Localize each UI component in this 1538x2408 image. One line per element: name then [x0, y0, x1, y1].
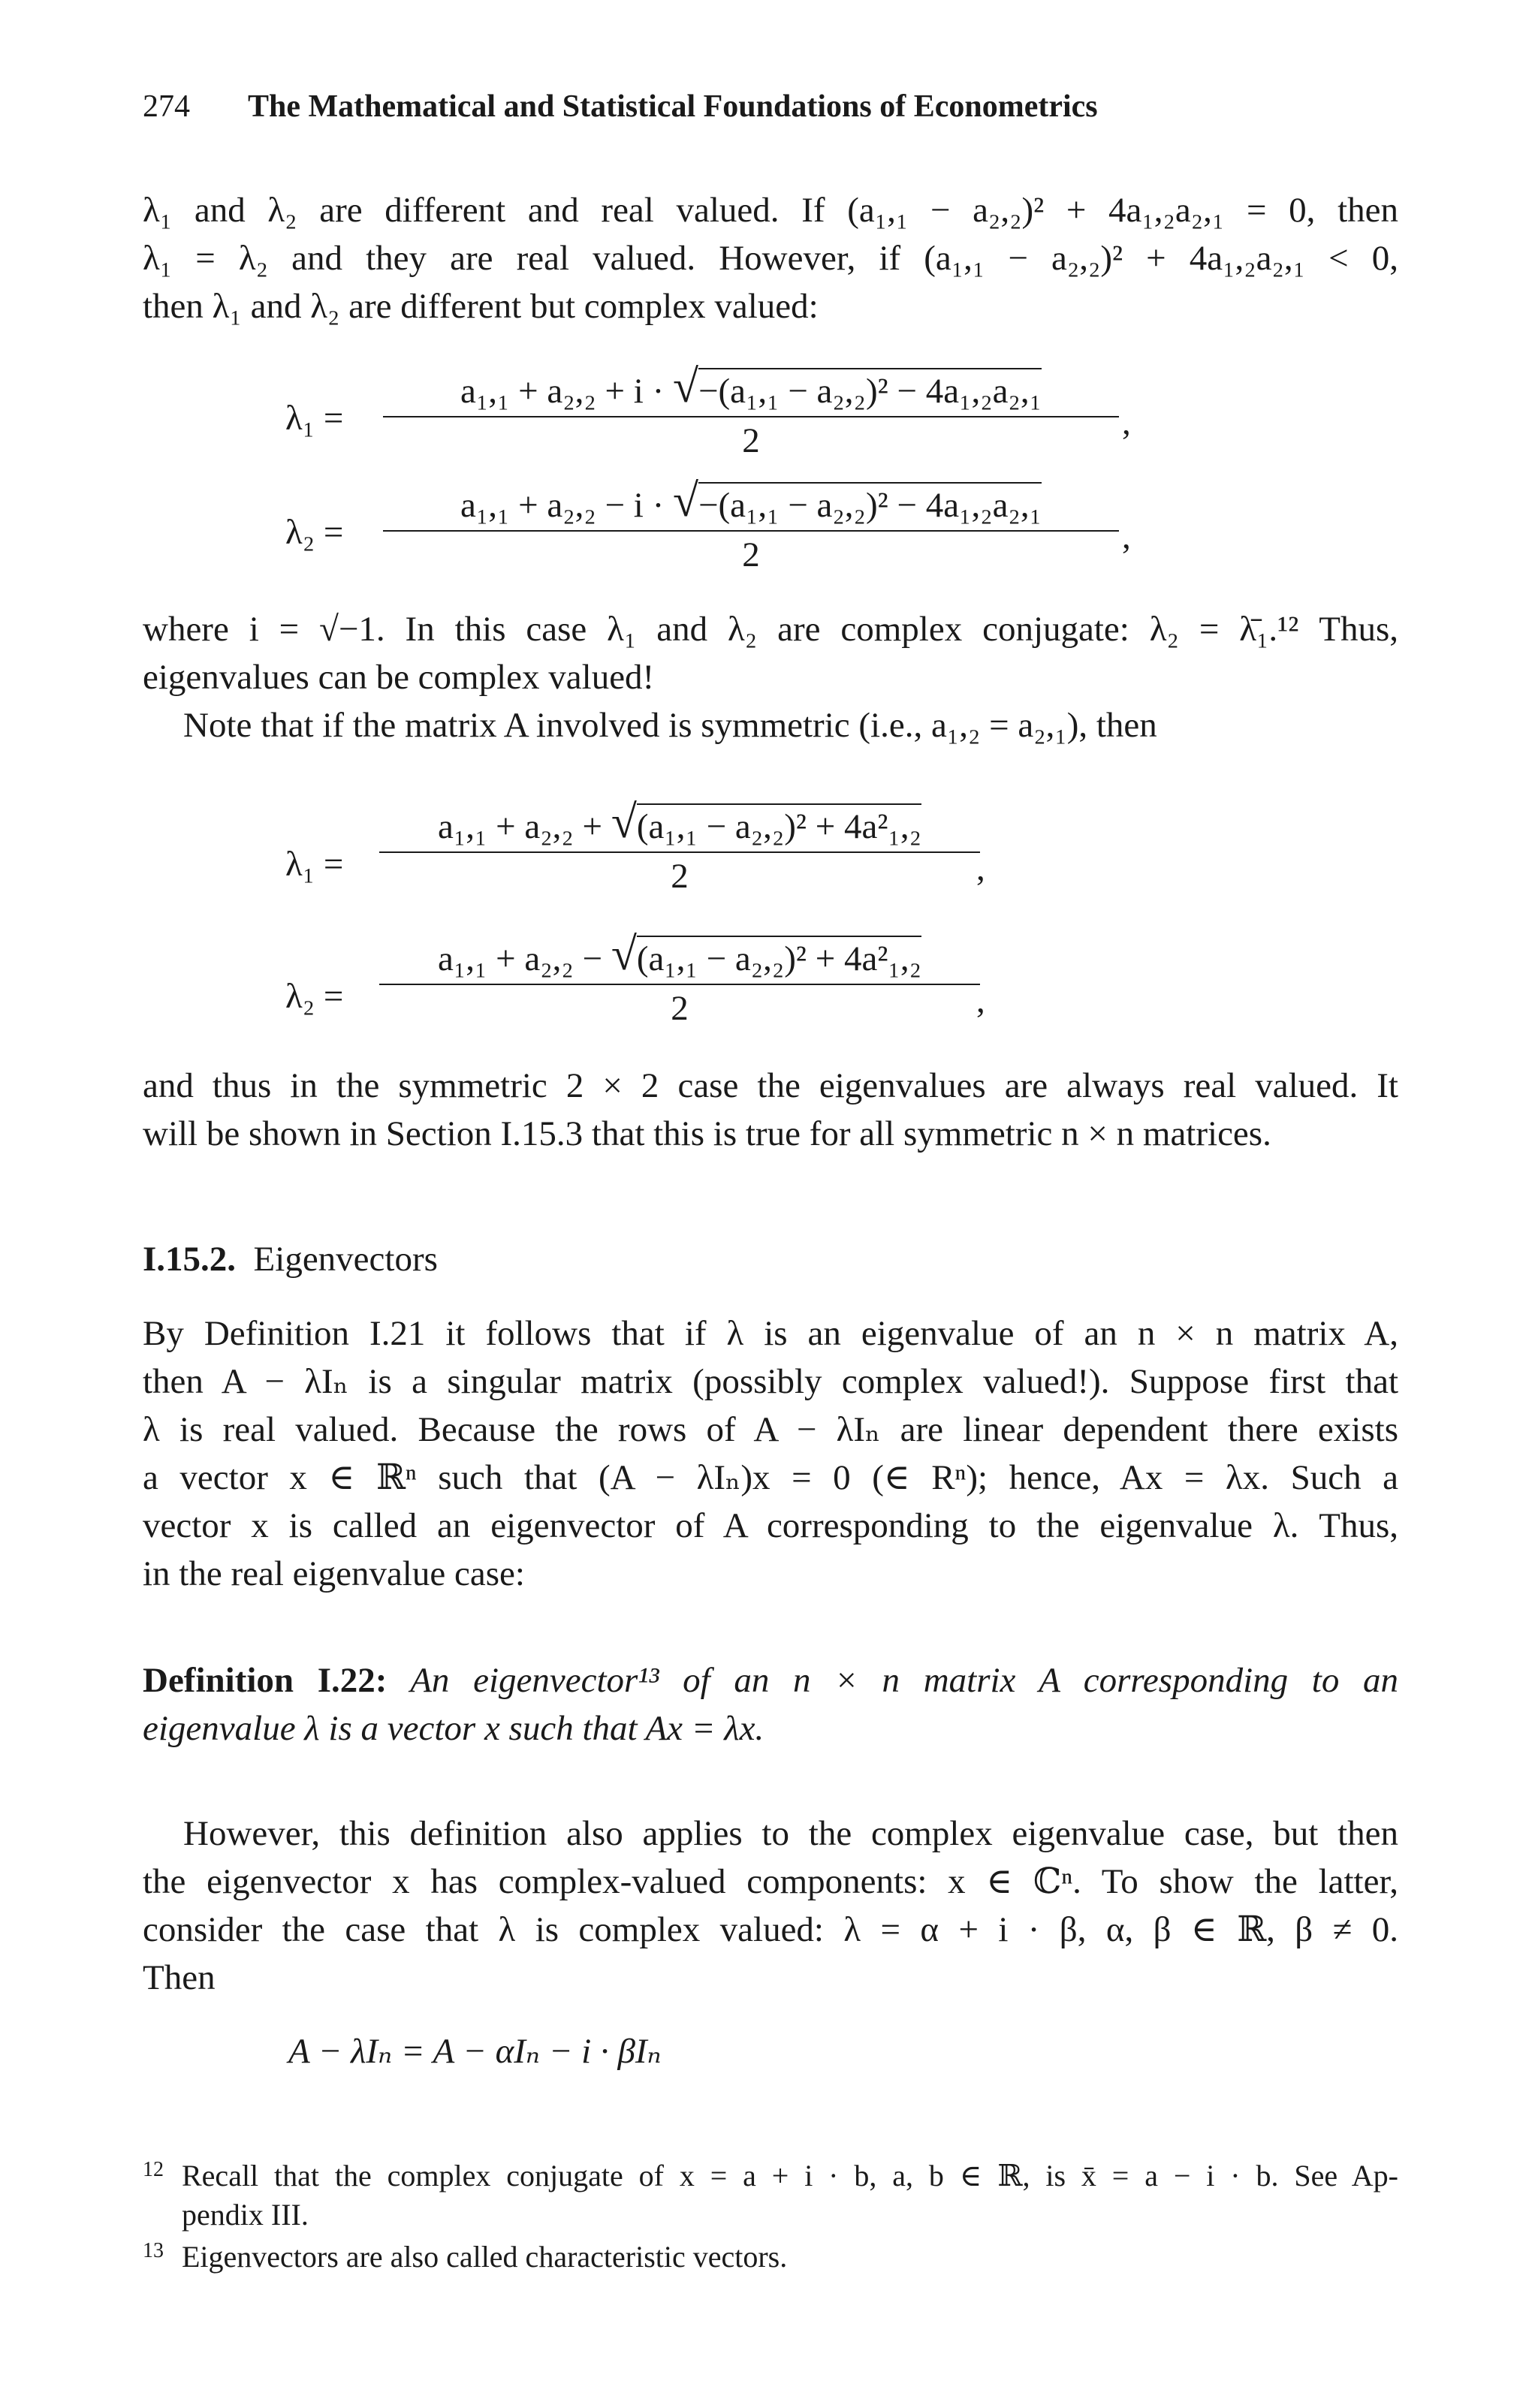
definition-block	[143, 1656, 1398, 1753]
footnote-12	[143, 2156, 1398, 2235]
radical-sign-icon: √	[611, 929, 637, 980]
text-line: the eigenvector x has complex-valued components: x ∈ ℂⁿ. To show the latter,	[143, 1862, 1398, 1901]
fraction-numerator	[383, 361, 1119, 412]
paragraph-complex-conjugate	[143, 605, 1398, 749]
square-root	[611, 797, 921, 848]
equation-comma: ,	[1122, 403, 1131, 442]
definition-line	[143, 1656, 1398, 1704]
fraction-denominator: 2	[742, 535, 760, 574]
text-line: λ₁ = λ₂ and they are real valued. However, if (a₁,₁ − a₂,₂)² + 4a₁,₂a₂,₁ < 0,	[143, 239, 1398, 278]
text-line: where i = √−1. In this case λ₁ and λ₂ are complex conjugate: λ₂ = λ̄₁.¹² Thus,	[143, 610, 1398, 649]
numerator-prefix: a₁,₁ + a₂,₂ + i ·	[460, 372, 665, 411]
fraction-lambda1	[379, 797, 980, 897]
text-line: in the real eigenvalue case:	[143, 1554, 525, 1593]
footnote-text	[182, 2156, 1398, 2235]
fraction-bar	[379, 851, 980, 853]
footnote-mark: 13	[143, 2239, 164, 2262]
footnote-mark: 12	[143, 2158, 164, 2181]
paragraph-eigenvalue-cases	[143, 186, 1398, 330]
radicand: (a₁,₁ − a₂,₂)² + 4a²₁,₂	[637, 936, 921, 979]
radicand: −(a₁,₁ − a₂,₂)² − 4a₁,₂a₂,₁	[698, 368, 1042, 411]
footnote-line: pendix III.	[182, 2198, 309, 2232]
footnote-line: Recall that the complex conjugate of x = a + i · b, a, b ∈ ℝ, is x̄ = a − i · b. See Ap-	[182, 2159, 1398, 2193]
footnote-line: Eigenvectors are also called characteristic vectors.	[182, 2240, 788, 2274]
fraction-lambda1	[383, 361, 1119, 461]
section-heading	[143, 1239, 438, 1279]
section-title: Eigenvectors	[253, 1240, 438, 1279]
text-line: λ₁ and λ₂ are different and real valued. If (a₁,₁ − a₂,₂)² + 4a₁,₂a₂,₁ = 0, then	[143, 191, 1398, 230]
text-line: eigenvalues can be complex valued!	[143, 658, 655, 697]
definition-label: Definition I.22:	[143, 1661, 388, 1700]
fraction-numerator	[379, 797, 980, 848]
fraction-denominator: 2	[742, 421, 760, 460]
square-root	[673, 361, 1042, 412]
running-title: The Mathematical and Statistical Foundations of Econometrics	[248, 89, 1098, 124]
text-line: Then	[143, 1958, 216, 1997]
numerator-prefix: a₁,₁ + a₂,₂ −	[438, 939, 603, 978]
equation-comma: ,	[976, 981, 985, 1020]
equation-comma: ,	[976, 849, 985, 888]
equation-lhs-lambda2: λ₂ =	[285, 513, 344, 552]
fraction-denominator: 2	[671, 989, 689, 1028]
footnote-13	[143, 2238, 1398, 2277]
radicand: (a₁,₁ − a₂,₂)² + 4a²₁,₂	[637, 803, 921, 847]
fraction-lambda2	[379, 929, 980, 1029]
paragraph-eigenvector-intro	[143, 1309, 1398, 1598]
equation-lhs-lambda2: λ₂ =	[285, 977, 344, 1016]
definition-text: An eigenvector¹³ of an n × n matrix A corresponding to an	[410, 1661, 1398, 1700]
text-line: and thus in the symmetric 2 × 2 case the eigenvalues are always real valued. It	[143, 1066, 1398, 1105]
text-line: will be shown in Section I.15.3 that this is true for all symmetric n × n matrices.	[143, 1114, 1271, 1153]
definition-line: eigenvalue λ is a vector x such that Ax = λx.	[143, 1709, 764, 1748]
running-header	[143, 89, 1098, 125]
fraction-numerator	[379, 929, 980, 980]
radicand: −(a₁,₁ − a₂,₂)² − 4a₁,₂a₂,₁	[698, 482, 1042, 526]
equation-lhs-lambda1: λ₁ =	[285, 399, 344, 438]
footnote-text	[182, 2238, 1398, 2277]
text-line: a vector x ∈ ℝⁿ such that (A − λIₙ)x = 0 (∈ Rⁿ); hence, Ax = λx. Such a	[143, 1458, 1398, 1497]
square-root	[611, 929, 921, 980]
equation-comma: ,	[1122, 517, 1131, 556]
fraction-bar	[383, 416, 1119, 417]
paragraph-symmetric-real	[143, 1062, 1398, 1158]
radical-sign-icon: √	[673, 475, 699, 526]
text-line: consider the case that λ is complex valued: λ = α + i · β, α, β ∈ ℝ, β ≠ 0.	[143, 1910, 1398, 1949]
fraction-denominator: 2	[671, 857, 689, 896]
text-line: then A − λIₙ is a singular matrix (possibly complex valued!). Suppose first that	[143, 1362, 1398, 1401]
radical-sign-icon: √	[611, 797, 637, 848]
numerator-prefix: a₁,₁ + a₂,₂ +	[438, 807, 603, 846]
square-root	[673, 475, 1042, 526]
numerator-prefix: a₁,₁ + a₂,₂ − i ·	[460, 486, 665, 525]
fraction-lambda2	[383, 475, 1119, 575]
radical-sign-icon: √	[673, 361, 699, 412]
equation-lhs-lambda1: λ₁ =	[285, 845, 344, 884]
text-line: By Definition I.21 it follows that if λ is an eigenvalue of an n × n matrix A,	[143, 1314, 1398, 1353]
page-number: 274	[143, 89, 190, 124]
paragraph-complex-eigenvector	[143, 1810, 1398, 2002]
fraction-bar	[383, 530, 1119, 532]
section-number: I.15.2.	[143, 1240, 237, 1279]
text-line: vector x is called an eigenvector of A corresponding to the eigenvalue λ. Thus,	[143, 1506, 1398, 1545]
text-line: then λ₁ and λ₂ are different but complex valued:	[143, 287, 819, 326]
text-line: However, this definition also applies to the complex eigenvalue case, but then	[183, 1814, 1398, 1853]
text-line: Note that if the matrix A involved is symmetric (i.e., a₁,₂ = a₂,₁), then	[183, 706, 1157, 745]
fraction-bar	[379, 984, 980, 985]
fraction-numerator	[383, 475, 1119, 526]
equation-matrix-decomposition: A − λIₙ = A − αIₙ − i · βIₙ	[288, 2032, 662, 2071]
text-line: λ is real valued. Because the rows of A − λIₙ are linear dependent there exists	[143, 1410, 1398, 1449]
